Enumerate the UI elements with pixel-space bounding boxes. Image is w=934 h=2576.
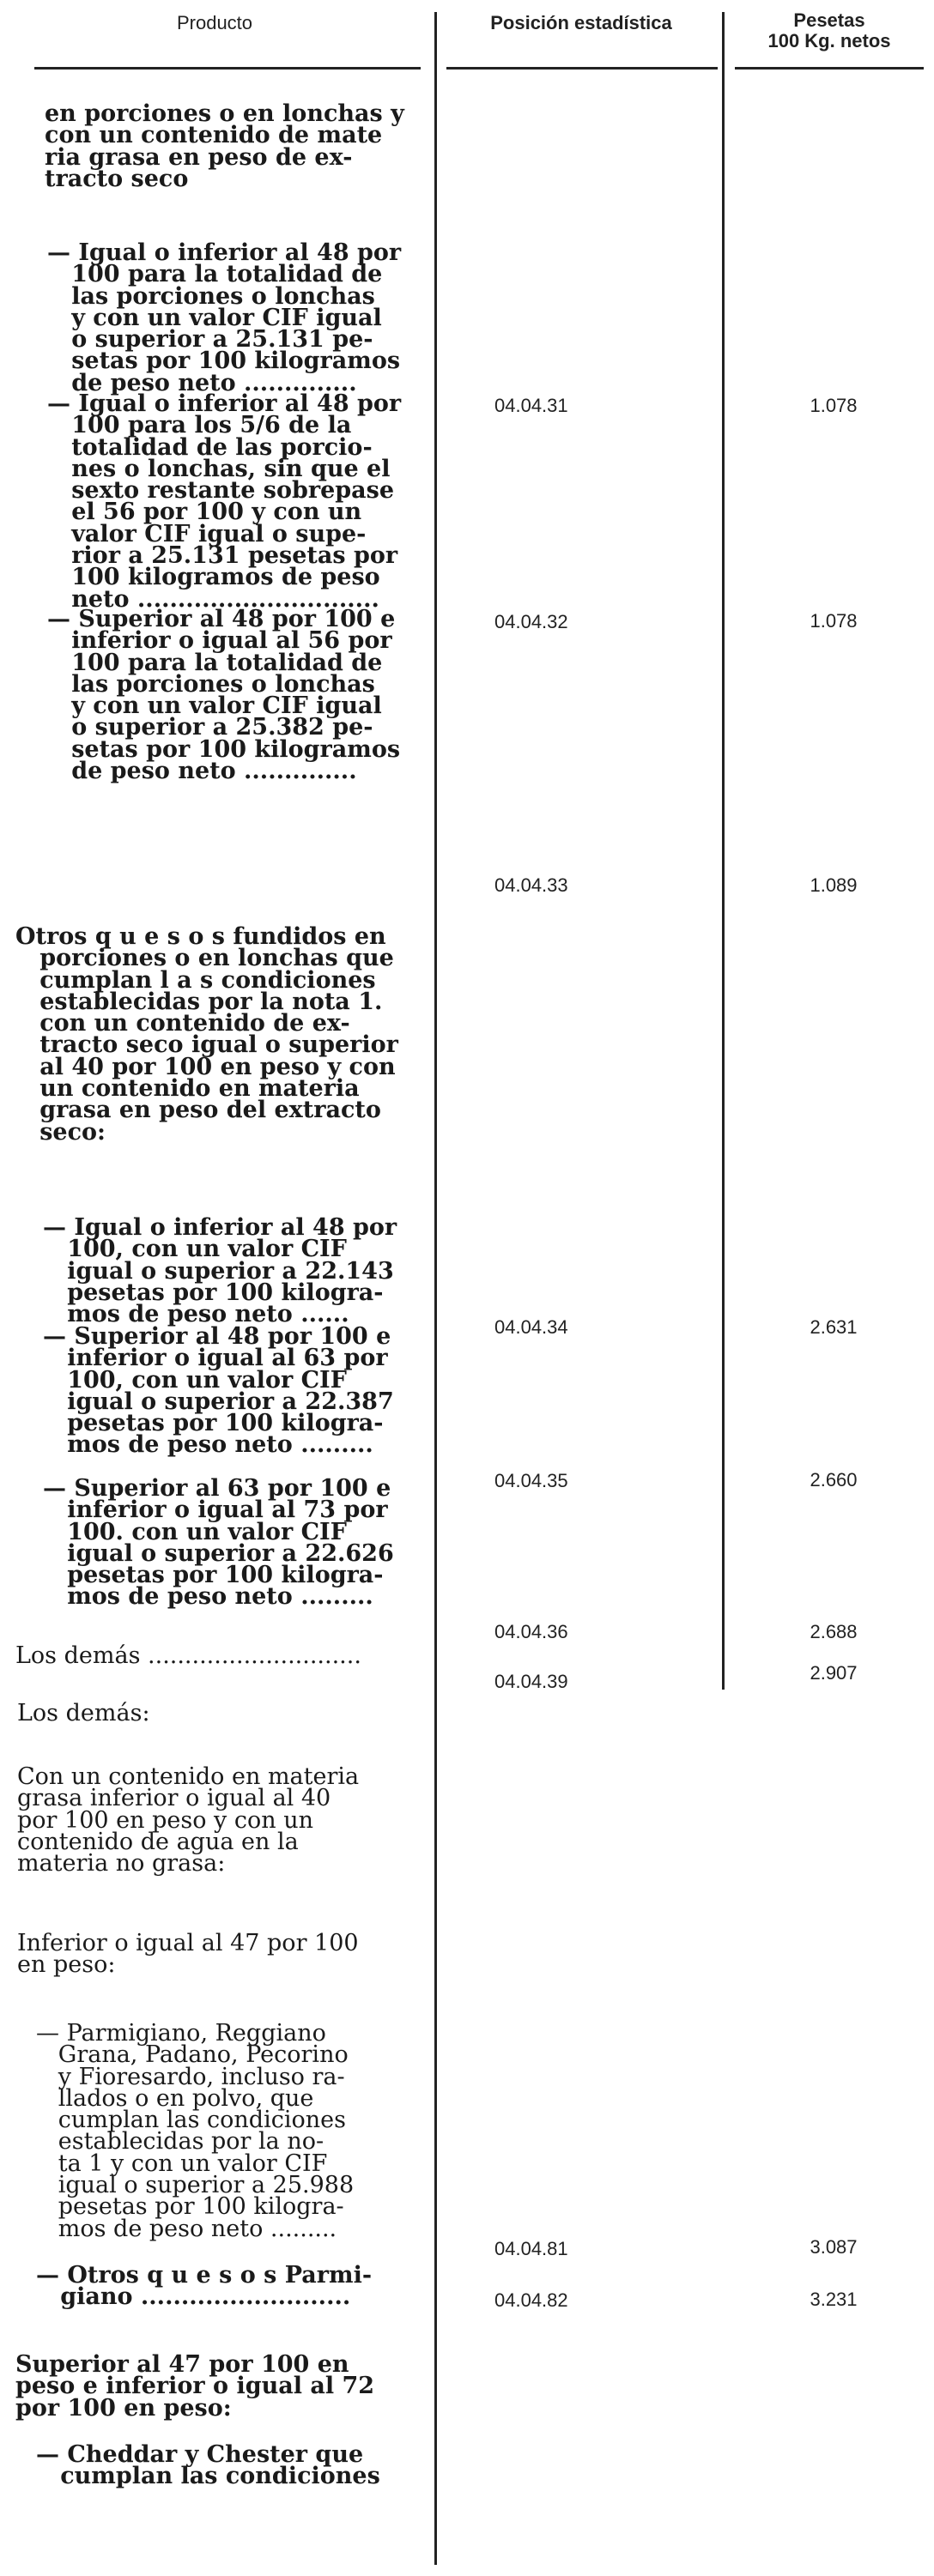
text-block-otros-quesos: Otros q u e s o s fundidos en porciones o en lonchas que cumplan l a s condiciones establecidas por la nota 1. con un contenido de ex- tracto seco igual o superior al 40 por 100 en peso y con un contenido en materia grasa en peso del extracto seco: [15, 923, 398, 1146]
column-header-posicion: Posición estadística [490, 12, 672, 33]
price-040482: 3.231 [810, 2289, 858, 2310]
item-superior-63-73: — Superior al 63 por 100 e inferior o igual al 73 por 100. con un valor CIF igual o superior a 22.626 pesetas por 100 kilogra- mos de peso neto ......... [43, 1475, 394, 1611]
code-040433: 04.04.33 [494, 874, 568, 896]
code-040436: 04.04.36 [494, 1621, 568, 1642]
text-superior-47: Superior al 47 por 100 en peso e inferior o igual al 72 por 100 en peso: [15, 2351, 375, 2422]
item-superior-48-56: — Superior al 48 por 100 e inferior o igual al 56 por 100 para la totalidad de las porciones o lonchas y con un valor CIF igual o superior a 25.382 pe- setas por 100 kilogramos de peso neto .............. [47, 606, 401, 785]
price-040434: 2.631 [810, 1316, 858, 1338]
code-040481: 04.04.81 [494, 2238, 568, 2259]
code-040432: 04.04.32 [494, 611, 568, 632]
item-parmigiano: — Parmigiano, Reggiano Grana, Padano, Pecorino y Fioresardo, incluso ra- llados o en polvo, que cumplan las condiciones establecidas por la no- ta 1 y con un valor CIF igual o superior a 25.988 pesetas por 100 kilogra- mos de peso neto ......... [36, 2020, 355, 2242]
text-los-demas-1: Los demás ............................. [15, 1642, 361, 1669]
price-040436: 2.688 [810, 1621, 858, 1642]
code-040439: 04.04.39 [494, 1671, 568, 1692]
item-igual-48-22143: — Igual o inferior al 48 por 100, con un valor CIF igual o superior a 22.143 pesetas por 100 kilogra- mos de peso neto ...... [43, 1214, 397, 1328]
item-igual-48-cinco-sextos: — Igual o inferior al 48 por 100 para los 5/6 de la totalidad de las porcio- nes o lonchas, sin que el sexto restante sobrepase el 56 por 100 y con un valor CIF igual o supe- rior a 25.131 pesetas por 100 kilogramos de peso neto .............................. [47, 390, 402, 613]
column-divider-1 [434, 12, 437, 2565]
code-040431: 04.04.31 [494, 395, 568, 416]
item-cheddar-chester: — Cheddar y Chester que cumplan las condiciones [36, 2441, 380, 2490]
price-040432: 1.078 [810, 610, 858, 632]
column-header-pesetas [728, 10, 931, 51]
pesetas-header-line1: Pesetas [793, 9, 865, 31]
text-block-intro: en porciones o en lonchas y con un contenido de mate ria grasa en peso de ex- tracto seco [45, 100, 404, 192]
text-inferior-47: Inferior o igual al 47 por 100 en peso: [17, 1930, 359, 1979]
text-los-demas-2: Los demás: [17, 1700, 150, 1726]
column-divider-2 [722, 12, 725, 1690]
item-otros-parmigiano: — Otros q u e s o s Parmi- giano .......................... [36, 2262, 373, 2311]
price-040439: 2.907 [810, 1662, 858, 1684]
code-040482: 04.04.82 [494, 2289, 568, 2311]
code-040434: 04.04.34 [494, 1316, 568, 1338]
item-igual-48-totalidad: — Igual o inferior al 48 por 100 para la totalidad de las porciones o lonchas y con un valor CIF igual o superior a 25.131 pe- setas por 100 kilogramos de peso neto .............. [47, 239, 402, 396]
price-040433: 1.089 [810, 874, 858, 896]
pesetas-header-line2: 100 Kg. netos [767, 30, 891, 51]
column-header-producto: Producto [176, 12, 253, 33]
price-040431: 1.078 [810, 395, 858, 416]
price-040435: 2.660 [810, 1469, 858, 1491]
item-superior-48-63: — Superior al 48 por 100 e inferior o igual al 63 por 100, con un valor CIF igual o superior a 22.387 pesetas por 100 kilogra- mos de peso neto ......... [43, 1323, 394, 1459]
text-block-materia-grasa: Con un contenido en materia grasa inferior o igual al 40 por 100 en peso y con un contenido de agua en la materia no grasa: [17, 1763, 360, 1878]
code-040435: 04.04.35 [494, 1470, 568, 1491]
header-rule-pesetas [735, 67, 924, 70]
price-040481: 3.087 [810, 2236, 858, 2258]
header-rule-posicion [446, 67, 718, 70]
header-rule-producto [34, 67, 421, 70]
